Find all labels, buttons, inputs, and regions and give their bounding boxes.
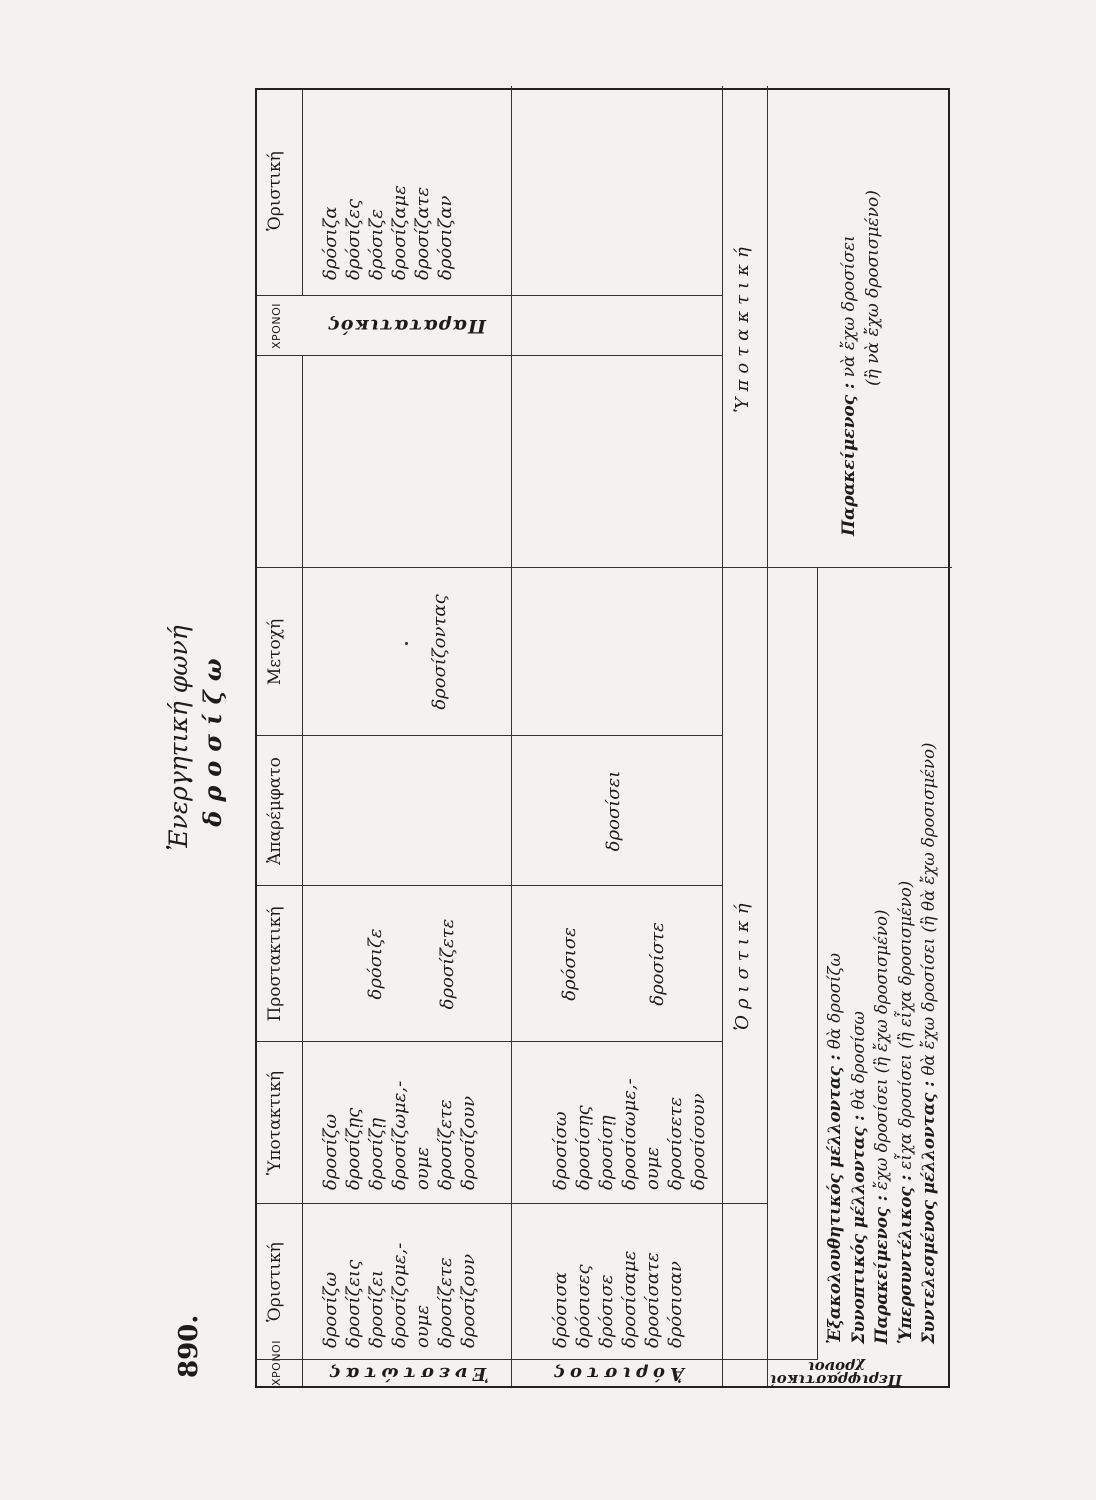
form: δροσίσουν: [688, 1093, 709, 1190]
form: δροσίζῃς: [343, 1107, 364, 1190]
form: δροσίζω: [320, 1271, 341, 1348]
periphrastic-label: [722, 1358, 950, 1389]
rotated-page: [160, 88, 960, 1388]
form: δρόσιζες: [343, 198, 364, 280]
divider: [767, 86, 768, 1386]
dot-mark: [405, 642, 408, 645]
periphrastic-form: θὰ δροσίσω: [848, 1011, 868, 1115]
paratatikos-oristiki: [319, 90, 457, 280]
divider: [302, 90, 303, 296]
form: δροσίζετε: [435, 1257, 456, 1348]
form: δροσίσωμε,-ουμε: [619, 1078, 663, 1190]
divider: [257, 735, 722, 736]
periphrastic-line: [917, 574, 941, 1344]
divider: [817, 568, 818, 1360]
form: δροσίζατε: [412, 186, 433, 280]
enestotas-metochi: δροσίζοντας: [429, 594, 450, 710]
form: δροσίζουν: [458, 1095, 479, 1190]
form: δροσίζῃ: [366, 1117, 387, 1190]
periphrastic-label-line1: Περιφραστικοί: [769, 1371, 903, 1389]
aoristos-aparemfato: δροσίσει: [603, 770, 624, 852]
section-oristiki: Ὁριστική: [732, 897, 753, 1031]
form: δρόσιζα: [320, 206, 341, 280]
periphrastic-line: [870, 574, 894, 1344]
header-metochi: Μετοχή: [265, 618, 285, 686]
header-oristiki: Ὁριστική: [265, 1242, 285, 1322]
header-prostaktiki: Προστακτική: [265, 906, 285, 1022]
tense-enestotas: Ἐνεστώτας: [324, 1363, 489, 1384]
page-title: Ἐνεργητική φωνή: [164, 625, 193, 851]
tense-aoristos: Ἀόριστος: [549, 1363, 685, 1384]
form: δροσίσῃ: [596, 1115, 617, 1190]
form: δροσίσω: [550, 1111, 571, 1190]
form: δρόσισες: [573, 1264, 594, 1348]
form: δρόσιζαν: [435, 195, 456, 280]
tense-paratatikos: Παρατατικός: [327, 315, 486, 337]
periphrastic-name: Ὑπερσυντέλικος :: [895, 1174, 915, 1344]
periphrastic-form: εἶχα δροσίσει (ἢ εἶχα δροσισμένο): [895, 880, 915, 1175]
aoristos-ypotaktiki: [549, 1042, 710, 1190]
form: δροσίσατε: [642, 1252, 663, 1348]
verb-lemma: δροσίζω: [198, 649, 227, 827]
form: δρόσισαν: [665, 1261, 686, 1348]
form: δροσίζουν: [458, 1253, 479, 1348]
form: δρόσισα: [550, 1271, 571, 1348]
periphrastic-line: [837, 96, 861, 536]
periphrastic-name: Ἐξακολουθητικός μέλλοντας :: [825, 1054, 844, 1344]
page-number: 890.: [174, 1314, 204, 1378]
aoristos-prostaktiki-pl: δροσίστε: [647, 922, 668, 1006]
periphrastic-alt: (ἢ νὰ ἔχω δροσισμένο): [863, 190, 883, 386]
periphrastic-name: Συντελεσμένος μέλλοντας :: [919, 1080, 938, 1344]
chronoi-label: ΧΡΟΝΟΙ: [270, 1340, 283, 1386]
periphrastic-form: θὰ ἔχω δροσίσει (ἢ θὰ ἔχω δροσισμένο): [919, 742, 938, 1081]
periphrastic-form: θὰ δροσίζω: [825, 953, 844, 1055]
divider: [511, 568, 512, 1386]
chronoi-label-right: ΧΡΟΝΟΙ: [270, 303, 283, 349]
header-ypotaktiki: Ὑποτακτική: [265, 1070, 285, 1176]
form: δρόσιζε: [366, 208, 387, 280]
periphrastic-name: Συνοπτικός μέλλοντας :: [848, 1114, 868, 1344]
header-oristiki-right: Ὁριστική: [265, 151, 285, 231]
periphrastic-form: ἔχω δροσίσει (ἢ ἔχω δροσισμένο): [872, 909, 891, 1196]
divider: [302, 356, 303, 1386]
enestotas-oristiki: [319, 1203, 480, 1348]
periphrastic-oristiki: [823, 574, 941, 1344]
divider: [511, 86, 512, 568]
form: δροσίζει: [366, 1269, 387, 1348]
periphrastic-line: [847, 574, 871, 1344]
form: δροσίζωμε,-ουμε: [389, 1080, 433, 1190]
enestotas-prostaktiki-sg: δρόσιζε: [365, 928, 386, 1000]
form: δρόσισε: [596, 1274, 617, 1348]
periphrastic-line: [823, 574, 847, 1344]
header-aparemfato: Ἀπαρέμφατο: [265, 757, 285, 865]
form: δροσίσῃς: [573, 1105, 594, 1190]
periphrastic-name: Παρακείμενος :: [872, 1195, 891, 1344]
divider: [722, 86, 723, 1386]
form: δροσίσαμε: [619, 1250, 640, 1348]
conjugation-table: [255, 88, 950, 1388]
form: δροσίζετε: [435, 1099, 456, 1190]
form: δροσίσετε: [665, 1096, 686, 1190]
enestotas-prostaktiki-pl: δροσίζετε: [437, 918, 458, 1010]
periphrastic-form: νὰ ἔχω δροσίσει: [839, 235, 859, 383]
divider: [257, 567, 952, 568]
aoristos-prostaktiki-sg: δρόσισε: [559, 927, 580, 1001]
form: δροσίζω: [320, 1113, 341, 1190]
periphrastic-ypotaktiki: [837, 96, 885, 536]
periphrastic-line: [894, 574, 918, 1344]
section-ypotaktiki: Ὑποτακτική: [732, 241, 753, 413]
form: δροσίζαμε: [389, 185, 410, 280]
periphrastic-name: Παρακείμενος :: [839, 382, 859, 536]
aoristos-oristiki: [549, 1203, 687, 1348]
form: δροσίζεις: [343, 1259, 364, 1348]
enestotas-ypotaktiki: [319, 1042, 480, 1190]
periphrastic-label-line2: χρόνοι: [807, 1358, 865, 1376]
form: δροσίζομε,-ουμε: [389, 1242, 433, 1348]
